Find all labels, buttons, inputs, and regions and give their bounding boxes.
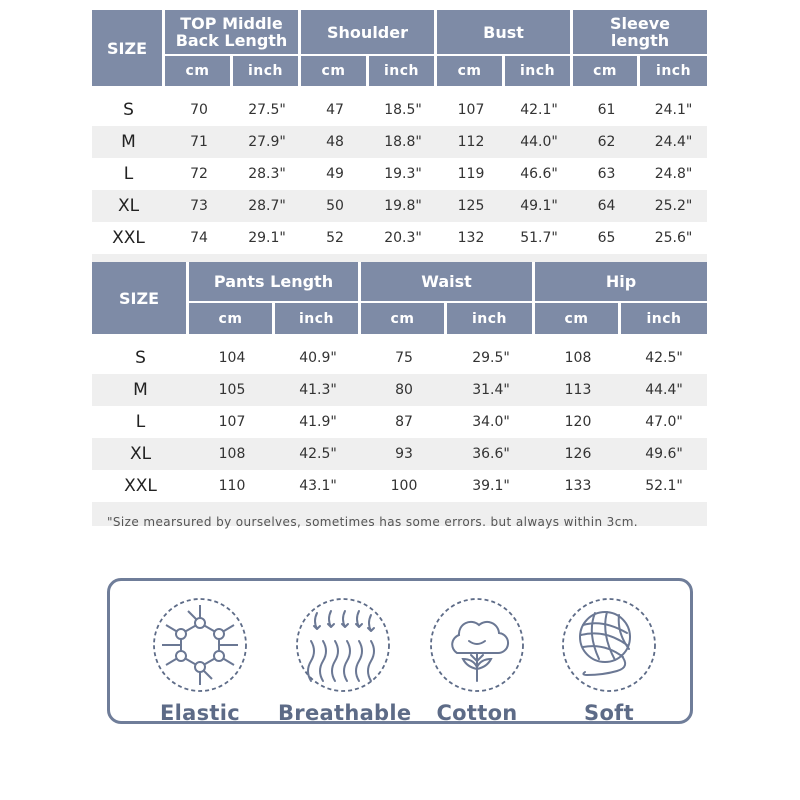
- unit-inch: inch: [275, 303, 361, 334]
- measurement-cell: 18.8": [369, 126, 437, 158]
- column-header: Hip: [535, 262, 707, 303]
- column-header: Bust: [437, 10, 573, 56]
- measurement-cell: 110: [218, 478, 246, 494]
- size-cell: S: [123, 100, 134, 120]
- measurement-cell: 24.4": [640, 126, 707, 158]
- measurement-cell: 126: [535, 438, 621, 470]
- measurement-cell: 61: [597, 102, 616, 118]
- measurement-cell: 49.6": [621, 438, 707, 470]
- measurement-cell: 41.3": [275, 374, 361, 406]
- unit-inch: inch: [233, 56, 301, 86]
- measurement-cell: 133: [564, 478, 592, 494]
- measurement-cell: 108: [564, 350, 592, 366]
- table-row: [92, 470, 707, 502]
- size-header: SIZE: [92, 10, 165, 86]
- measurement-cell: 50: [301, 190, 369, 222]
- top-size-table: [92, 10, 707, 264]
- measurement-cell: 28.3": [248, 166, 286, 182]
- column-header: Waist: [361, 262, 535, 303]
- measurement-cell: 44.0": [505, 126, 573, 158]
- column-header: TOP Middle Back Length: [165, 10, 301, 56]
- table-row: [92, 374, 707, 406]
- column-header: Sleeve length: [573, 10, 707, 56]
- size-cell: M: [92, 126, 165, 158]
- measurement-cell: 52: [326, 230, 344, 246]
- measurement-cell: 112: [437, 126, 505, 158]
- measurement-cell: 47: [326, 102, 344, 118]
- measurement-cell: 49.1": [505, 190, 573, 222]
- elastic-icon: [150, 595, 250, 695]
- measurement-cell: 36.6": [447, 438, 535, 470]
- unit-cm: cm: [437, 56, 505, 86]
- feature-label: Breathable: [278, 701, 412, 725]
- measurement-cell: 120: [564, 414, 592, 430]
- cotton-icon: [427, 595, 527, 695]
- measurement-cell: 72: [190, 166, 208, 182]
- measurement-cell: 20.3": [384, 230, 422, 246]
- measurement-cell: 107: [218, 414, 246, 430]
- measurement-cell: 40.9": [299, 350, 337, 366]
- measurement-cell: 19.3": [384, 166, 422, 182]
- measurement-cell: 71: [165, 126, 233, 158]
- table-row: [92, 222, 707, 254]
- unit-cm: cm: [301, 56, 369, 86]
- unit-cm: cm: [361, 303, 447, 334]
- table-row: [92, 190, 707, 222]
- measurement-cell: 46.6": [520, 166, 558, 182]
- measurement-cell: 132: [457, 230, 485, 246]
- measurement-cell: 19.8": [369, 190, 437, 222]
- size-cell: XL: [92, 190, 165, 222]
- measurement-cell: 62: [573, 126, 640, 158]
- size-cell: S: [135, 348, 146, 368]
- measurement-cell: 125: [437, 190, 505, 222]
- feature-elastic: [135, 595, 265, 725]
- pants-size-table: [92, 262, 707, 526]
- measurement-cell: 28.7": [233, 190, 301, 222]
- size-cell: L: [135, 412, 146, 432]
- unit-inch: inch: [505, 56, 573, 86]
- measurement-cell: 31.4": [447, 374, 535, 406]
- measurement-cell: 29.1": [248, 230, 286, 246]
- measurement-cell: 119: [457, 166, 485, 182]
- measurement-cell: 87: [395, 414, 413, 430]
- unit-inch: inch: [621, 303, 707, 334]
- measurement-cell: 44.4": [621, 374, 707, 406]
- measurement-cell: 42.1": [520, 102, 558, 118]
- measurement-cell: 105: [189, 374, 275, 406]
- measurement-cell: 75: [395, 350, 413, 366]
- unit-inch: inch: [369, 56, 437, 86]
- size-cell: XXL: [124, 476, 157, 496]
- measurement-cell: 25.2": [640, 190, 707, 222]
- measurement-cell: 24.8": [654, 166, 693, 182]
- measurement-cell: 27.9": [233, 126, 301, 158]
- measurement-cell: 113: [535, 374, 621, 406]
- measurement-cell: 104: [218, 350, 246, 366]
- measurement-note: "Size mearsured by ourselves, sometimes has some errors. but always within 3cm.: [107, 515, 639, 529]
- column-header: Pants Length: [189, 262, 361, 303]
- measurement-cell: 52.1": [645, 478, 683, 494]
- feature-label: Cotton: [436, 701, 518, 725]
- unit-cm: cm: [573, 56, 640, 86]
- measurement-cell: 48: [301, 126, 369, 158]
- breathable-icon: [293, 595, 393, 695]
- unit-cm: cm: [189, 303, 275, 334]
- feature-soft: [544, 595, 674, 725]
- measurement-cell: 93: [361, 438, 447, 470]
- measurement-cell: 100: [390, 478, 418, 494]
- measurement-cell: 65: [597, 230, 616, 246]
- size-cell: XXL: [112, 228, 145, 248]
- measurement-cell: 74: [190, 230, 208, 246]
- measurement-cell: 51.7": [520, 230, 558, 246]
- measurement-cell: 43.1": [299, 478, 337, 494]
- fabric-features-panel: [107, 578, 693, 724]
- measurement-cell: 108: [189, 438, 275, 470]
- measurement-cell: 41.9": [299, 414, 337, 430]
- measurement-cell: 42.5": [645, 350, 683, 366]
- measurement-cell: 73: [165, 190, 233, 222]
- measurement-cell: 80: [361, 374, 447, 406]
- unit-inch: inch: [447, 303, 535, 334]
- measurement-cell: 24.1": [654, 102, 693, 118]
- size-header: SIZE: [92, 262, 189, 334]
- unit-cm: cm: [535, 303, 621, 334]
- size-cell: XL: [92, 438, 189, 470]
- measurement-cell: 29.5": [472, 350, 510, 366]
- yarn-ball-icon: [559, 595, 659, 695]
- measurement-cell: 34.0": [472, 414, 510, 430]
- table-row: [92, 94, 707, 126]
- measurement-cell: 25.6": [654, 230, 693, 246]
- size-cell: M: [92, 374, 189, 406]
- column-header: Shoulder: [301, 10, 437, 56]
- measurement-cell: 64: [573, 190, 640, 222]
- unit-cm: cm: [165, 56, 233, 86]
- measurement-cell: 63: [597, 166, 616, 182]
- feature-breathable: [278, 595, 412, 725]
- feature-label: Elastic: [160, 701, 240, 725]
- feature-label: Soft: [584, 701, 634, 725]
- measurement-cell: 49: [326, 166, 344, 182]
- table-row: [92, 438, 707, 470]
- table-row: [92, 342, 707, 374]
- measurement-cell: 47.0": [645, 414, 683, 430]
- measurement-cell: 107: [457, 102, 485, 118]
- measurement-cell: 70: [190, 102, 208, 118]
- size-cell: L: [123, 164, 134, 184]
- unit-inch: inch: [640, 56, 707, 86]
- measurement-cell: 42.5": [275, 438, 361, 470]
- table-row: [92, 126, 707, 158]
- measurement-cell: 18.5": [384, 102, 422, 118]
- measurement-cell: 27.5": [248, 102, 286, 118]
- table-row: [92, 406, 707, 438]
- table-row: [92, 158, 707, 190]
- measurement-cell: 39.1": [472, 478, 510, 494]
- feature-cotton: [412, 595, 542, 725]
